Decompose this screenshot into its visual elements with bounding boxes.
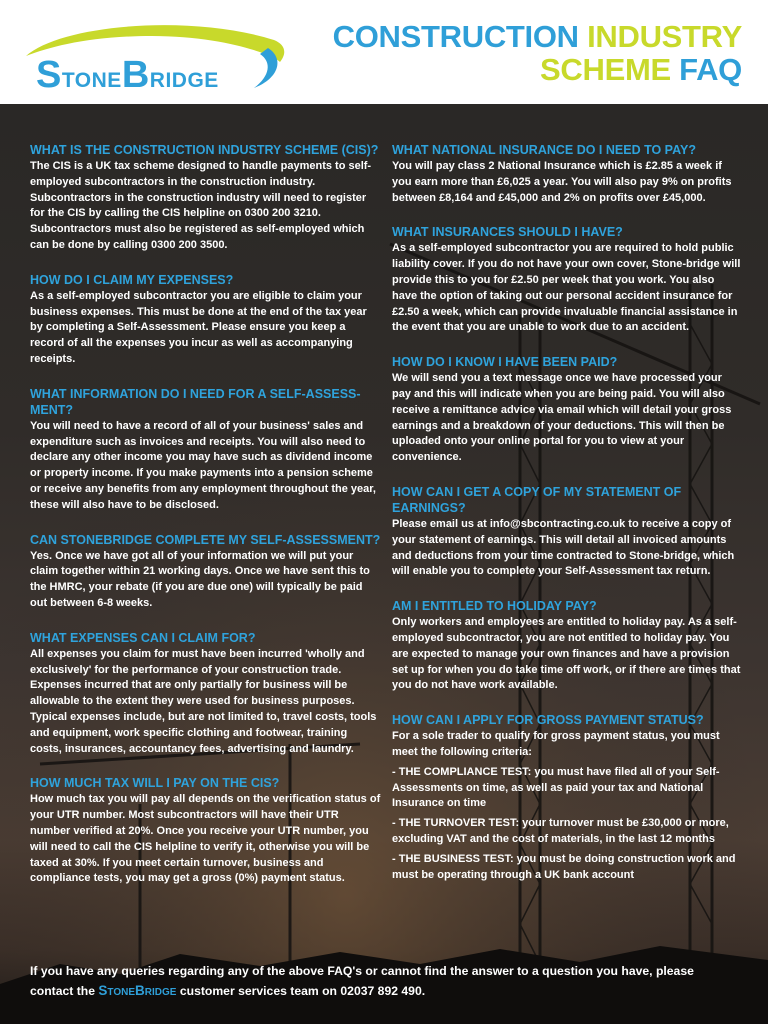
question-tax-on-cis: HOW MUCH TAX WILL I PAY ON THE CIS? xyxy=(30,776,280,791)
question-expenses-claim-for: WHAT EXPENSES CAN I CLAIM FOR? xyxy=(30,630,256,645)
title-industry: INDUSTRY xyxy=(587,19,742,54)
page-title xyxy=(333,20,742,86)
question-been-paid: HOW DO I KNOW I HAVE BEEN PAID? xyxy=(392,355,618,370)
title-faq: FAQ xyxy=(679,52,742,87)
title-line-2 xyxy=(333,53,742,86)
criteria-turnover-test: - THE TURNOVER TEST: your turnover must be £30,000 or more, excluding VAT and the cost of materials, in the last 12 months xyxy=(392,817,729,845)
answer-self-assessment-info: You will need to have a record of all of your business' sales and expenditure such as invoices and receipts. You will also need to declare any other income you may have such as dividend income or property income. If you make payments into a pension scheme or receive any benefits from any employment throughout the year, these will also have to be disclosed. xyxy=(30,419,376,511)
question-gross-payment-status: HOW CAN I APPLY FOR GROSS PAYMENT STATUS? xyxy=(392,713,704,728)
footer-brand-ridge: RIDGE xyxy=(144,987,177,998)
footer-brand-name xyxy=(98,984,176,998)
criteria-compliance-test: - THE COMPLIANCE TEST: you must have filed all of your Self-Assessments on time, as well as paid your tax and National Insurance on time xyxy=(392,765,720,810)
logo-wordmark xyxy=(36,56,219,94)
question-claim-expenses: HOW DO I CLAIM MY EXPENSES? xyxy=(30,272,234,287)
question-holiday-pay: AM I ENTITLED TO HOLIDAY PAY? xyxy=(392,599,597,614)
footer-contact-phone: customer services team on 02037 892 490. xyxy=(179,984,426,998)
answer-what-is-cis: The CIS is a UK tax scheme designed to handle payments to self-employed subcontractors in the construction industry. Subcontractors in the construction industry will need to register for the CIS by calling the CIS helpline on 0300 200 3210. Subcontractors must also be registered as self-employed which can be done by calling 0300 200 3500. xyxy=(30,160,372,251)
answer-national-insurance: You will pay class 2 National Insurance which is £2.85 a week if you earn more than £6,025 a year. You will also pay 9% on profits between £8,164 and £45,000 and 2% on profits over £45,000. xyxy=(392,160,732,204)
answer-insurances: As a self-employed subcontractor you are required to hold public liability cover. If you do not have your own cover, Stone-bridge will provide this to you for £2.50 per week that you work. You also have the option of taking out our personal accident insurance for £2.50 a week, which can provide invaluable financial assistance in the event that you are unable to work due to an accident. xyxy=(392,242,741,334)
answer-tax-on-cis: How much tax you will pay all depends on the verification status of your UTR number. Most subcontractors will have their UTR number verified at 20%. Once you receive your UTR number, you will need to call the CIS helpline to verify it, otherwise you will be taxed at 30%. If you meet certain turnover, business and compliance tests, you may get a gross (0%) payment status. xyxy=(30,793,381,885)
footer-contact-the: contact the xyxy=(30,984,96,998)
answer-gross-payment-status: For a sole trader to qualify for gross payment status, you must meet the following criteria: xyxy=(392,730,720,758)
question-statement-of-earnings: HOW CAN I GET A COPY OF MY STATEMENT OF EARNINGS? xyxy=(392,484,682,515)
answer-claim-expenses: As a self-employed subcontractor you are eligible to claim your business expenses. This must be done at the end of the tax year by completing a Self-Assessment. Please ensure you keep a record of all the expenses you incur as well as accompanying receipts. xyxy=(30,289,367,365)
question-insurances: WHAT INSURANCES SHOULD I HAVE? xyxy=(392,225,623,240)
title-construction: CONSTRUCTION xyxy=(332,19,579,54)
answer-expenses-claim-for: All expenses you claim for must have been incurred 'wholly and exclusively' for the performance of your construction trade. Expenses incurred that are only partially for business will be allowable to the extent they were used for business purposes. Typical expenses include, but are not limited to, travel costs, tools and equipment, work specific clothing and footwear, training costs, insurances, accountancy fees, advertising and laundry. xyxy=(30,647,377,755)
answer-been-paid: We will send you a text message once we have processed your pay and this will indicate when you are being paid. You will also receive a remittance advice via email which will detail your gross earnings and a breakdown of your deductions. This will then be uploaded onto your online portal for you to view at your convenience. xyxy=(392,372,732,464)
answer-stonebridge-complete: Yes. Once we have got all of your information we will put your claim together within 21 working days. Once we have sent this to the HMRC, your rebate (if you are due one) will typically be paid out between 6-8 weeks. xyxy=(30,549,370,609)
contact-footer xyxy=(30,962,730,1002)
footer-line-1: If you have any queries regarding any of the above FAQ's or cannot find the answer to a question you have, please xyxy=(30,964,694,978)
question-what-is-cis: WHAT IS THE CONSTRUCTION INDUSTRY SCHEME (CIS)? xyxy=(30,143,379,157)
logo-word-ridge: RIDGE xyxy=(149,69,219,92)
faq-column-right xyxy=(392,142,742,887)
criteria-business-test: - THE BUSINESS TEST: you must be doing construction work and must be operating through a UK bank account xyxy=(392,852,736,881)
title-scheme: SCHEME xyxy=(540,52,671,87)
faq-body xyxy=(0,104,768,1024)
logo-letter-s: S xyxy=(36,54,62,96)
title-line-1 xyxy=(333,20,742,53)
footer-brand-s: S xyxy=(98,983,108,998)
answer-holiday-pay: Only workers and employees are entitled to holiday pay. As a self-employed subcontractor, you are not entitled to holiday pay. You are expected to manage your own finances and have a provision set up for when you do take time off work, or if there are times that you do not have work available. xyxy=(392,616,741,692)
logo-word-tone: TONE xyxy=(61,69,122,92)
footer-brand-tone: TONE xyxy=(107,987,136,998)
footer-brand-b: B xyxy=(135,983,145,998)
question-self-assessment-info: WHAT INFORMATION DO I NEED FOR A SELF-ASSESS-MENT? xyxy=(30,386,361,417)
logo-letter-b: B xyxy=(121,54,150,96)
question-stonebridge-complete: CAN STONEBRIDGE COMPLETE MY SELF-ASSESSMENT? xyxy=(30,532,381,547)
footer-line-2 xyxy=(30,981,730,1002)
faq-column-left xyxy=(30,142,382,905)
question-national-insurance: WHAT NATIONAL INSURANCE DO I NEED TO PAY? xyxy=(392,143,696,157)
page-header xyxy=(0,0,768,104)
answer-statement-of-earnings: Please email us at info@sbcontracting.co.uk to receive a copy of your statement of earnings. This will detail all invoiced amounts and deductions from your time contracted to Stone-bridge, which will enable you to complete your Self-Assessment tax return. xyxy=(392,517,735,578)
stonebridge-logo xyxy=(22,18,288,96)
